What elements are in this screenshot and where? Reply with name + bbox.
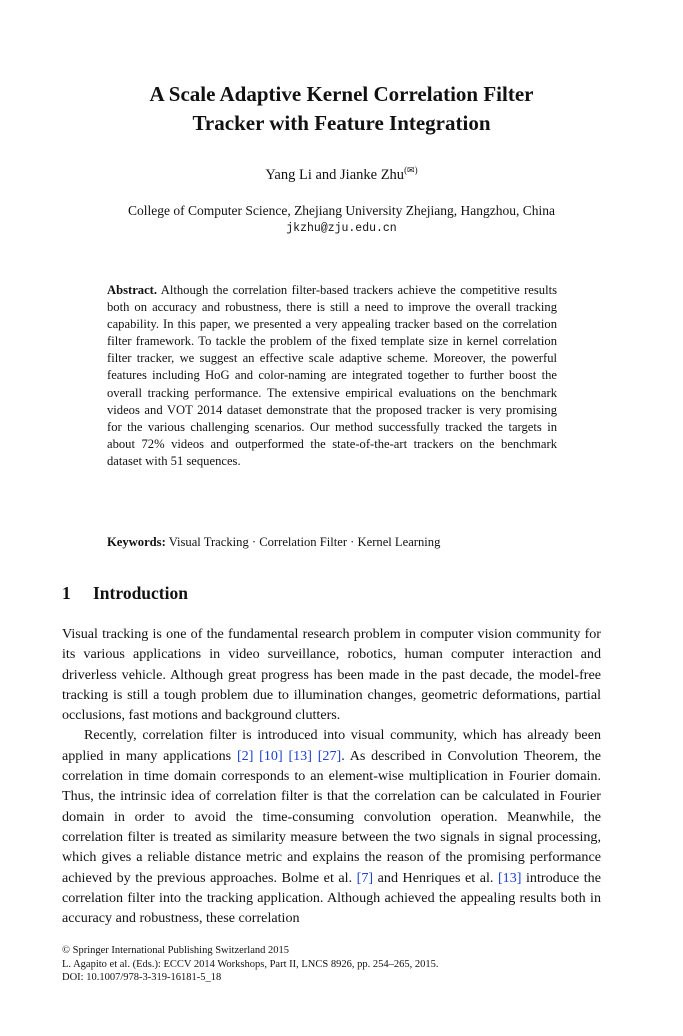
- section-title: Introduction: [93, 583, 188, 603]
- copyright-line: © Springer International Publishing Switzerland 2015: [62, 945, 289, 956]
- citation-link[interactable]: [27]: [317, 747, 342, 764]
- citation-link[interactable]: [13]: [497, 869, 522, 886]
- doi-line: DOI: 10.1007/978-3-319-16181-5_18: [62, 972, 222, 983]
- footer: [62, 944, 622, 985]
- citation-line: L. Agapito et al. (Eds.): ECCV 2014 Workshops, Part II, LNCS 8926, pp. 254–265, 2015.: [62, 958, 439, 970]
- title-line-1: A Scale Adaptive Kernel Correlation Filter: [149, 82, 534, 106]
- abstract: [107, 282, 557, 470]
- keywords-label: Keywords:: [107, 535, 166, 549]
- corresponding-author-mark: (✉): [404, 165, 418, 175]
- paper-title: [40, 80, 643, 138]
- paragraph-2: [62, 725, 601, 928]
- paragraph-1: Visual tracking is one of the fundamental research problem in computer vision community for its various applications in video surveillance, robotics, human computer interaction and driverless vehicle. Although great progress has been made in the past decade, the model-free tracking is still a tough problem due to illumination changes, geometric deformations, partial occlusions, fast motions and background clutters.: [62, 626, 601, 724]
- section-number: 1: [62, 583, 71, 603]
- abstract-text: Although the correlation filter-based trackers achieve the competitive results both on accuracy and robustness, there is still a need to improve the overall tracking capability. In this paper, we presented a very appealing tracker based on the correlation filter framework. To tackle the problem of the fixed template size in kernel correlation filter tracker, we suggest an effective scale adaptive scheme. Moreover, the powerful features including HoG and color-naming are integrated together to further boost the overall tracking performance. The extensive empirical evaluations on the benchmark videos and VOT 2014 dataset demonstrate that the proposed tracker is very promising for the various challenging scenarios. Our method successfully tracked the targets in about 72% videos and outperformed the state-of-the-art trackers on the benchmark dataset with 51 sequences.: [107, 283, 557, 468]
- citation-link[interactable]: [2]: [236, 747, 254, 764]
- abstract-label: Abstract.: [107, 283, 158, 297]
- title-line-2: Tracker with Feature Integration: [192, 111, 491, 135]
- section-heading: [62, 583, 188, 604]
- body-text: [62, 624, 601, 928]
- citation-link[interactable]: [13]: [288, 747, 312, 764]
- author-email[interactable]: jkzhu@zju.edu.cn: [286, 222, 397, 235]
- paragraph-2-text-c: and Henriques et al.: [377, 869, 494, 886]
- keywords-text: Visual Tracking · Correlation Filter · Kernel Learning: [168, 535, 441, 549]
- citation-link[interactable]: [7]: [356, 869, 374, 886]
- paragraph-2-text-d: introduce the correlation filter into the tracking application. Although achieved the appealing results both in accuracy and robustness, these correlation: [62, 869, 601, 927]
- paragraph-2-text-a: Recently, correlation filter is introduced into visual community, which has already been applied in many applications: [62, 727, 601, 764]
- author-names: Yang Li and Jianke Zhu: [265, 166, 405, 183]
- keywords: [107, 535, 567, 550]
- affiliation: [40, 202, 643, 238]
- affiliation-text: College of Computer Science, Zhejiang University Zhejiang, Hangzhou, China: [127, 203, 556, 218]
- citation-link[interactable]: [10]: [259, 747, 283, 764]
- paragraph-2-text-b: . As described in Convolution Theorem, the correlation in time domain corresponds to an element-wise multiplication in Fourier domain. Thus, the intrinsic idea of correlation filter is that the correlation can be calculated in Fourier domain in order to avoid the time-consuming convolution operation. Meanwhile, the correlation filter is treated as similarity measure between the two signals in signal processing, which gives a reliable distance metric and explains the reason of the promising performance achieved by the previous approaches. Bolme et al.: [62, 747, 602, 886]
- author-line: [40, 165, 643, 184]
